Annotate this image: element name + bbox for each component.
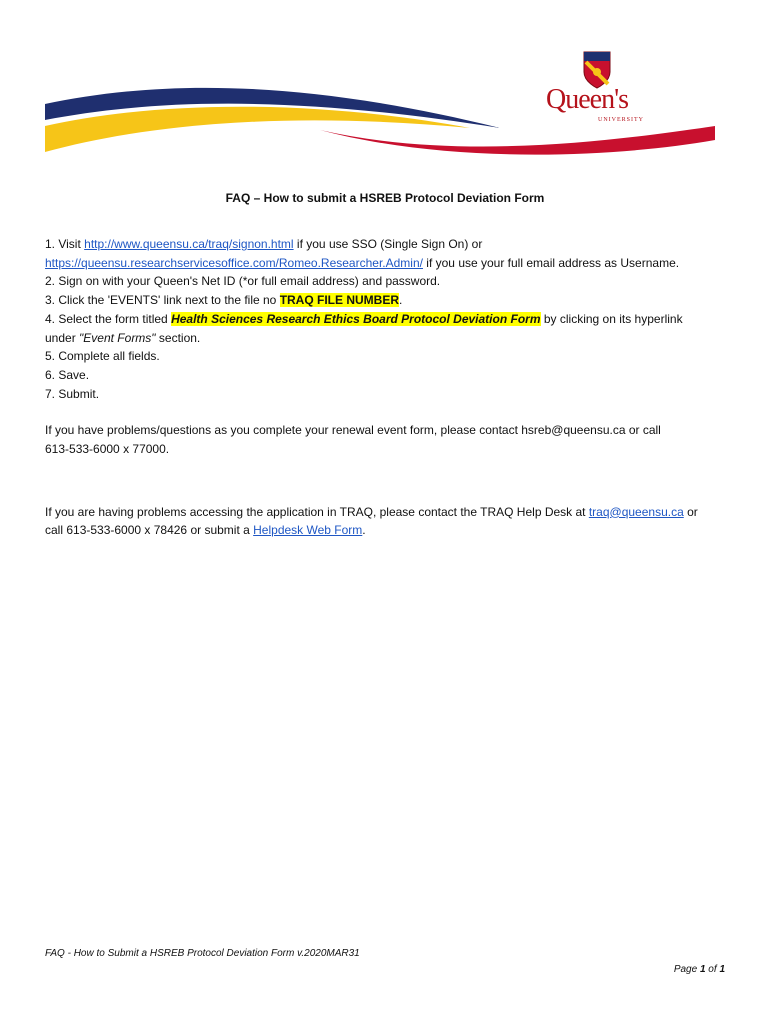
form-name-highlight: Health Sciences Research Ethics Board Protocol Deviation Form: [171, 311, 541, 326]
step-1: [45, 237, 482, 251]
step-3: [45, 293, 402, 307]
step-1-line-2: [45, 256, 679, 270]
helpdesk-paragraph: [45, 503, 735, 540]
traq-email-link[interactable]: traq@queensu.ca: [588, 504, 684, 519]
step-1-suffix: if you use SSO (Single Sign On) or: [293, 237, 483, 251]
page-current: 1: [699, 964, 706, 975]
step-1-text: 1. Visit: [45, 237, 85, 251]
helpdesk-web-form-link[interactable]: Helpdesk Web Form: [253, 523, 363, 538]
step-4-line-2: [45, 331, 200, 345]
step-5: 5. Complete all fields.: [45, 349, 160, 364]
step-4-text: 4. Select the form titled: [45, 311, 172, 326]
step-2: 2. Sign on with your Queen's Net ID (*or full email address) and password.: [45, 274, 441, 289]
helpdesk-text: If you are having problems accessing the application in TRAQ, please contact the TRAQ Help Desk at: [45, 504, 589, 519]
page-separator: of: [705, 964, 720, 975]
header-banner: [0, 0, 770, 180]
step-4-line-2-prefix: under: [45, 330, 80, 345]
step-4: [45, 312, 683, 326]
event-forms-section: "Event Forms": [79, 330, 156, 345]
helpdesk-or: or: [683, 504, 698, 519]
document-title: FAQ – How to submit a HSREB Protocol Deviation Form: [225, 191, 545, 205]
contact-line-2: 613-533-6000 x 77000.: [45, 442, 170, 457]
page-total: 1: [719, 964, 725, 975]
contact-paragraph: [45, 421, 735, 458]
traq-signon-link[interactable]: http://www.queensu.ca/traq/signon.html: [84, 237, 294, 251]
document-body: [45, 235, 735, 540]
red-swoosh: [320, 126, 715, 155]
helpdesk-line-2-text: call 613-533-6000 x 78426 or submit a: [45, 523, 254, 538]
step-4-suffix: by clicking on its hyperlink: [540, 311, 683, 326]
romeo-researcher-link[interactable]: https://queensu.researchservicesoffice.com/Romeo.Researcher.Admin/: [45, 255, 423, 270]
footer-page-number: [674, 963, 725, 977]
queens-university-logo: [542, 48, 654, 124]
helpdesk-line-2: [45, 523, 366, 537]
step-4-line-2-suffix: section.: [155, 330, 201, 345]
logo-subtitle: UNIVERSITY: [598, 117, 644, 123]
steps-list: [45, 235, 735, 403]
contact-line-1: If you have problems/questions as you complete your renewal event form, please contact hsreb@queensu.ca or call: [45, 423, 661, 438]
page-prefix: Page: [673, 964, 700, 975]
footer-doc-reference: FAQ - How to Submit a HSREB Protocol Deviation Form v.2020MAR31: [45, 948, 360, 959]
step-6: 6. Save.: [45, 367, 90, 382]
step-7: 7. Submit.: [45, 386, 100, 401]
helpdesk-line-2-suffix: .: [362, 523, 366, 538]
step-3-suffix: .: [399, 293, 403, 308]
step-3-text: 3. Click the 'EVENTS' link next to the file no: [45, 293, 280, 308]
step-1-suffix-2: if you use your full email address as Username.: [422, 255, 680, 270]
traq-file-number-highlight: TRAQ FILE NUMBER: [279, 293, 400, 308]
helpdesk-line-1: [45, 505, 698, 519]
logo-wordmark: Queen's: [546, 84, 629, 115]
